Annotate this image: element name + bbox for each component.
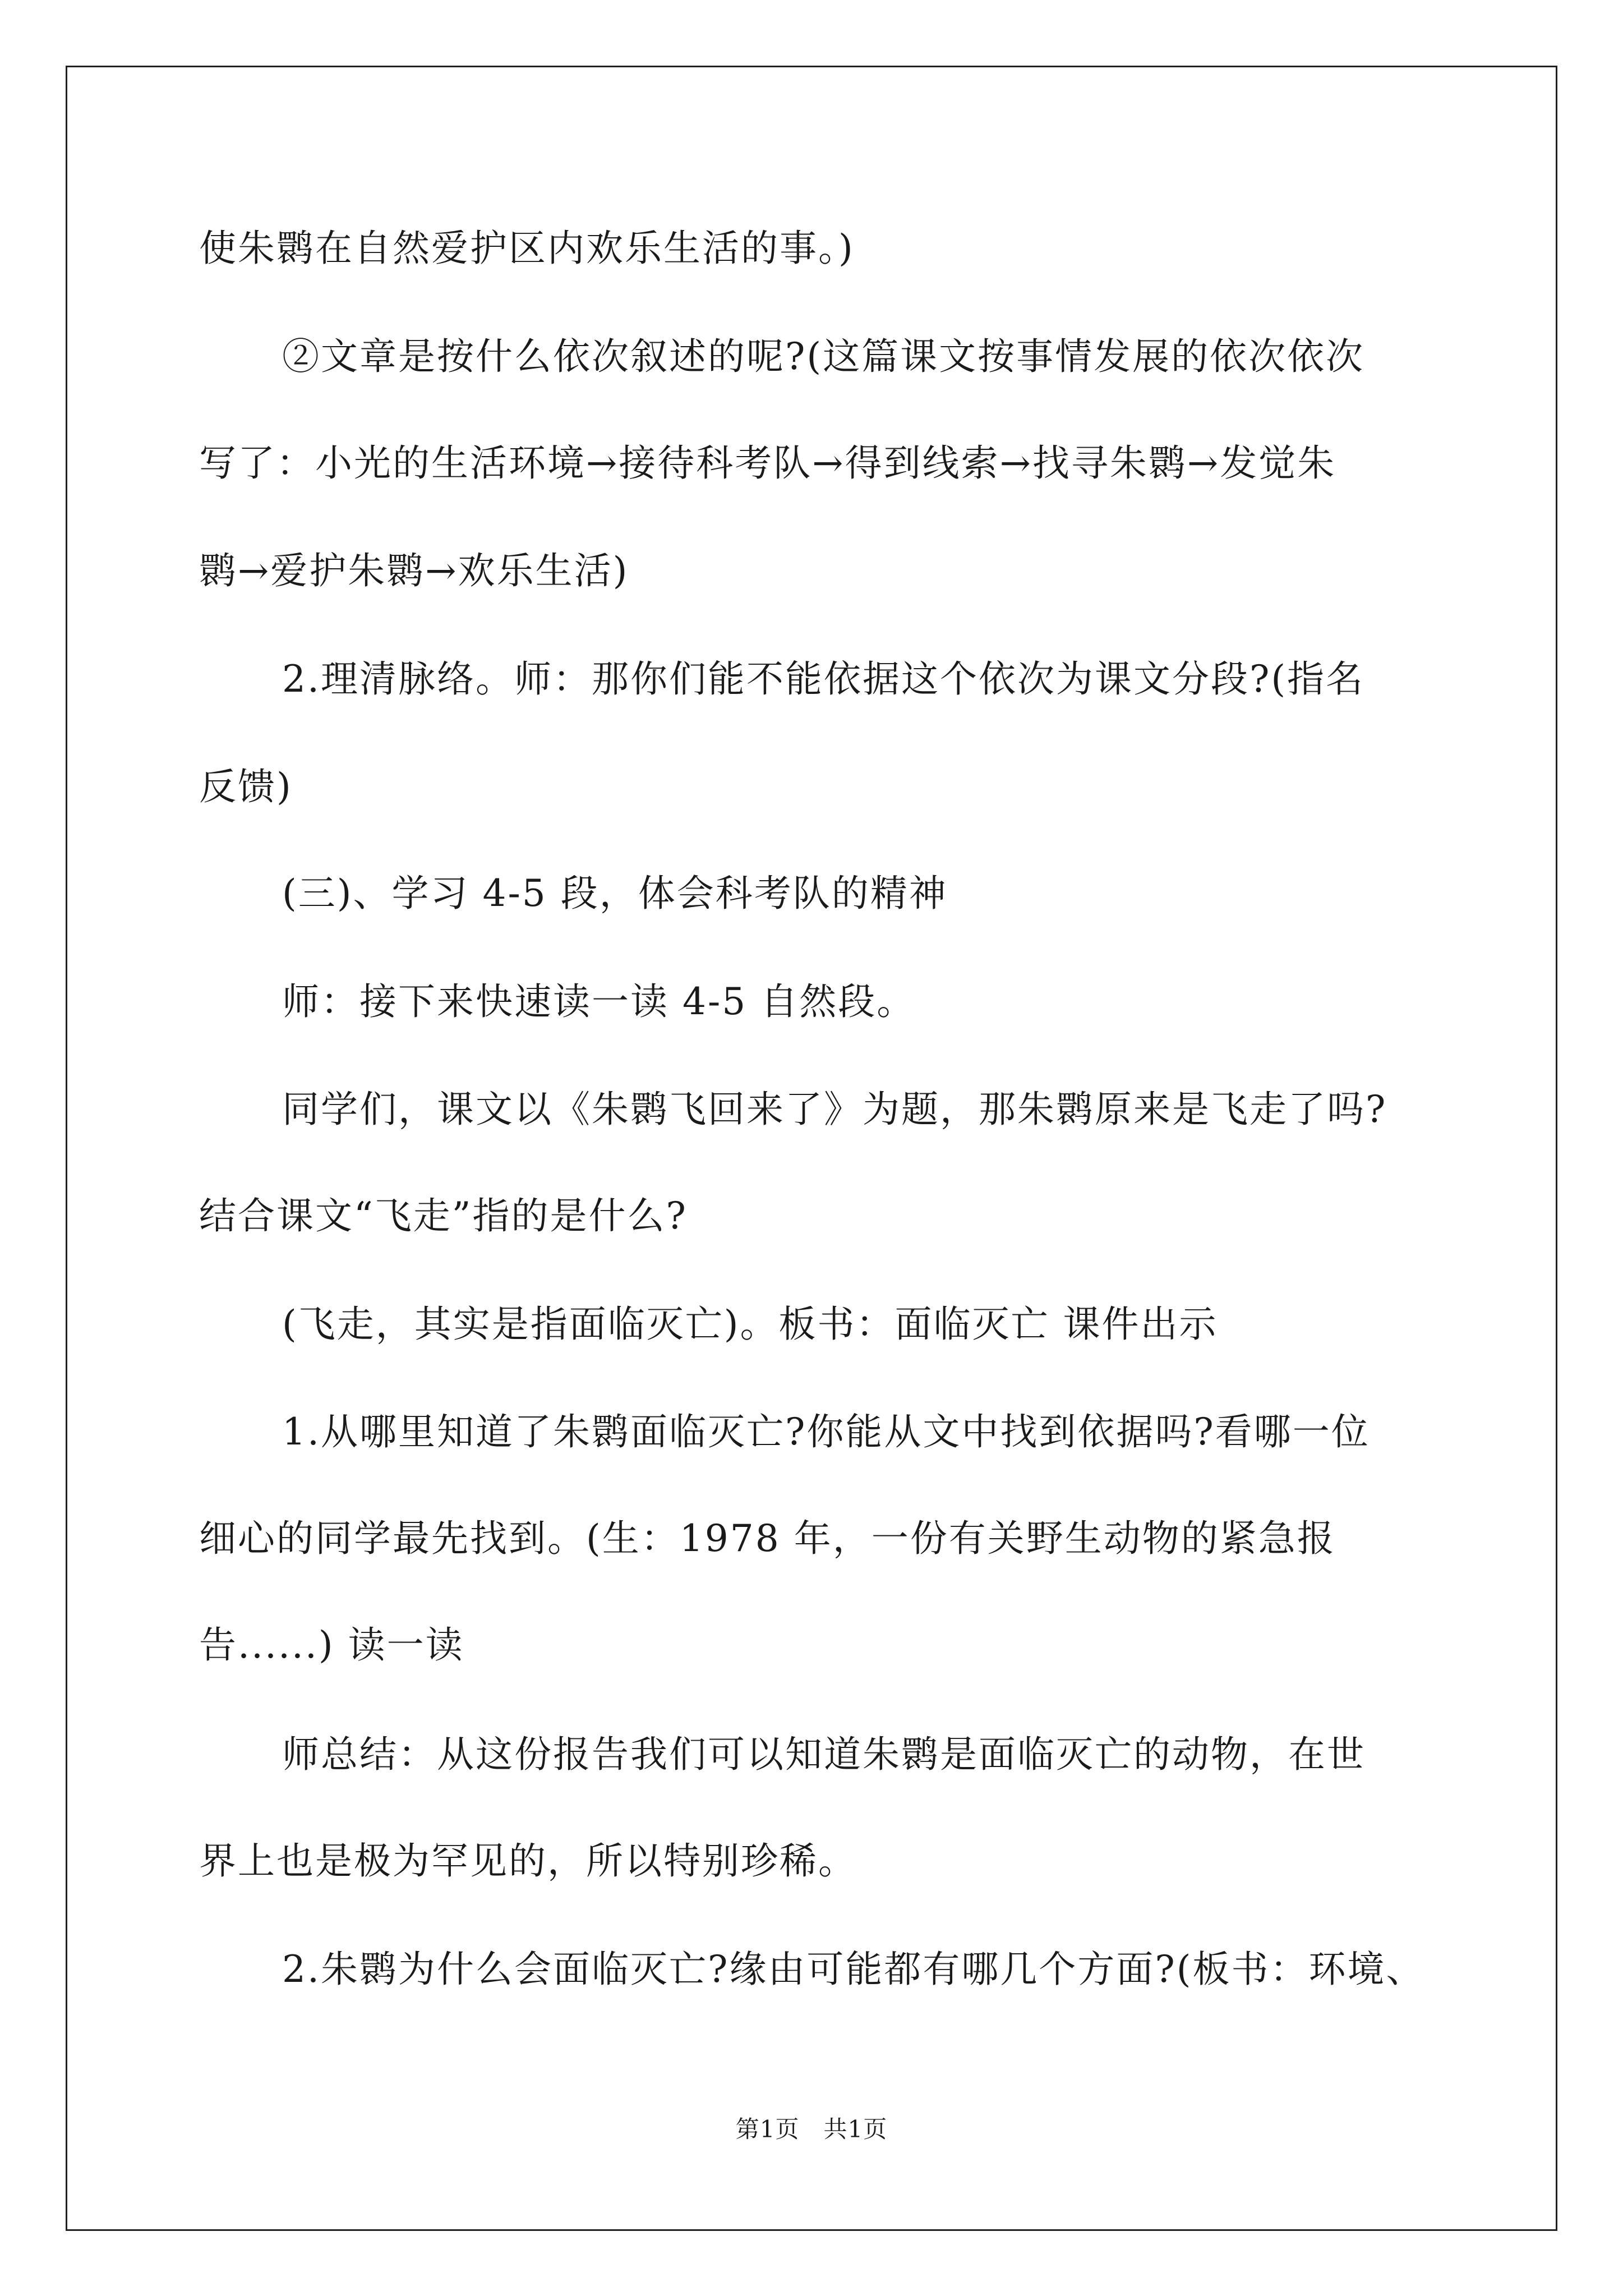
text-line: 使朱鹮在自然爱护区内欢乐生活的事。) xyxy=(199,227,855,270)
text-line: 界上也是极为罕见的，所以特别珍稀。 xyxy=(199,1839,857,1883)
text-line: 2.理清脉络。师：那你们能不能依据这个依次为课文分段?(指名 xyxy=(282,657,1365,701)
text-line: 告......) 读一读 xyxy=(199,1623,464,1667)
text-line: 写了：小光的生活环境→接待科考队→得到线索→找寻朱鹮→发觉朱 xyxy=(199,441,1336,485)
text-line: 1.从哪里知道了朱鹮面临灭亡?你能从文中找到依据吗?看哪一位 xyxy=(282,1410,1370,1453)
page-border xyxy=(66,66,1557,2231)
text-line: 师总结：从这份报告我们可以知道朱鹮是面临灭亡的动物，在世 xyxy=(282,1733,1366,1776)
text-line: 细心的同学最先找到。(生：1978 年，一份有关野生动物的紧急报 xyxy=(199,1517,1336,1560)
text-line: 师：接下来快速读一读 4-5 自然段。 xyxy=(282,980,916,1023)
text-line: 2.朱鹮为什么会面临灭亡?缘由可能都有哪几个方面?(板书：环境、 xyxy=(282,1948,1425,1991)
text-line: 鹮→爱护朱鹮→欢乐生活) xyxy=(199,549,629,592)
text-line: (三)、学习 4-5 段，体会科考队的精神 xyxy=(282,872,948,915)
text-line: 反馈) xyxy=(199,765,293,808)
text-line: 结合课文“飞走”指的是什么? xyxy=(199,1194,688,1237)
text-line: (飞走，其实是指面临灭亡)。板书：面临灭亡 课件出示 xyxy=(282,1303,1218,1346)
text-line: 同学们，课文以《朱鹮飞回来了》为题，那朱鹮原来是飞走了吗? xyxy=(282,1088,1387,1131)
page-footer: 第1页 共1页 xyxy=(735,2115,888,2143)
text-line: ②文章是按什么依次叙述的呢?(这篇课文按事情发展的依次依次 xyxy=(282,335,1365,378)
